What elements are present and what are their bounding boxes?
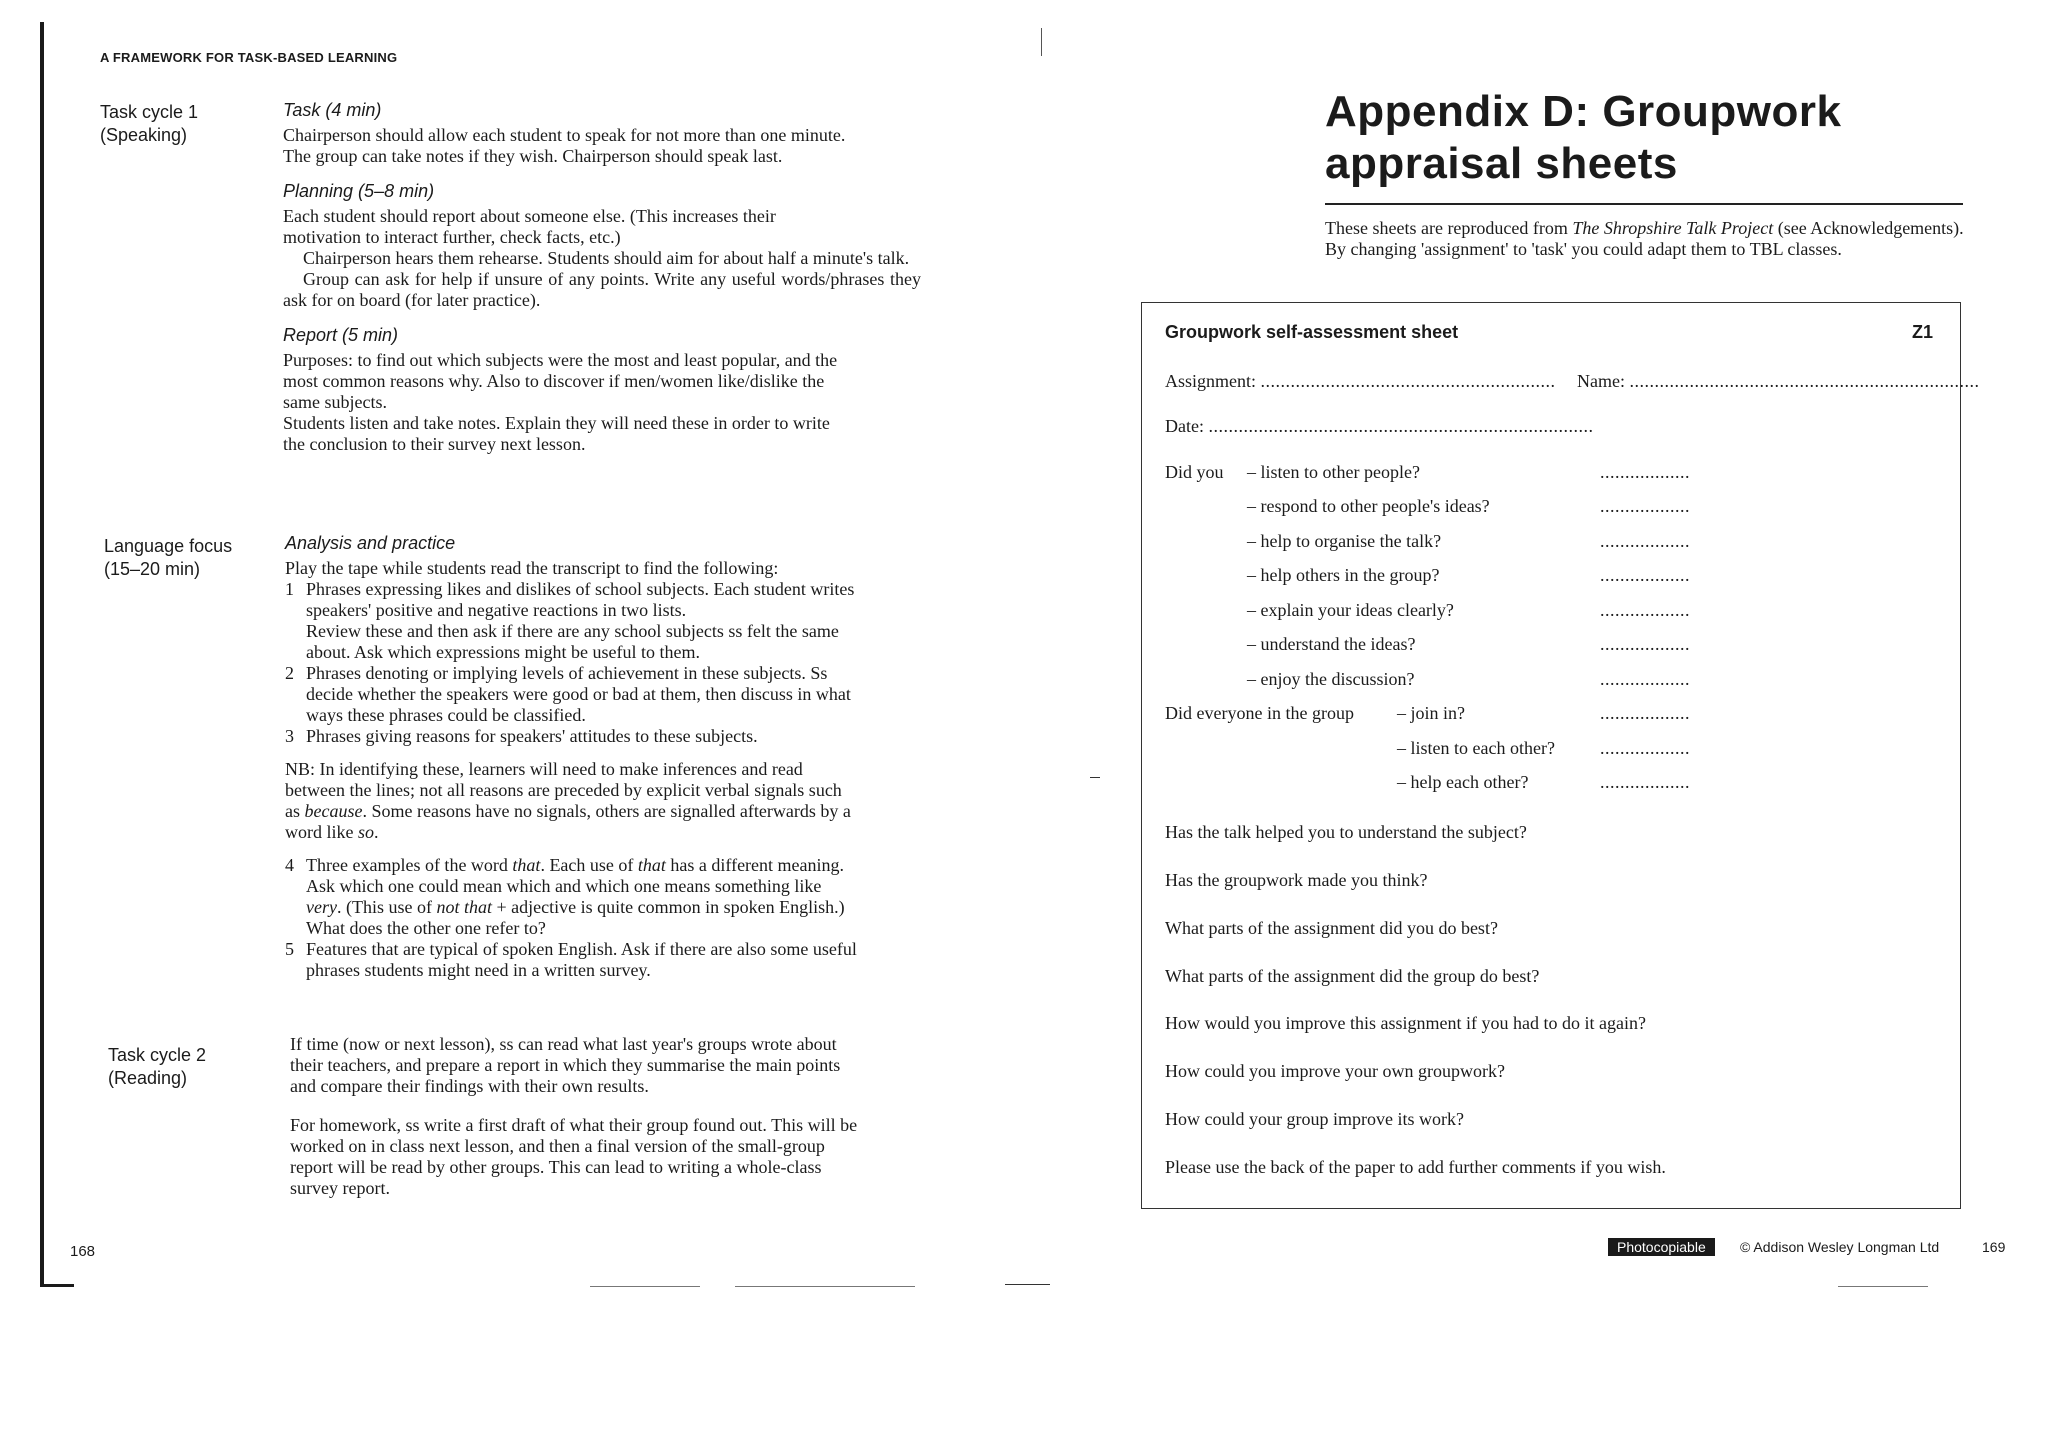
did-you-item: – help others in the group? [1247,565,1440,585]
text-span: . (This use of [336,897,437,917]
text-span: word like [285,822,358,842]
did-you-item: – listen to other people? [1247,462,1420,482]
text-line: Phrases denoting or implying levels of achievement in these subjects. Ss [306,663,828,683]
blank-line[interactable]: ........................................................... [1260,371,1556,391]
list-item [285,726,925,747]
report-heading: Report (5 min) [283,325,399,345]
did-everyone-item: – listen to each other? [1397,738,1555,758]
scan-artifact [735,1286,915,1287]
answer-blank[interactable]: .................. [1600,496,1690,516]
text-emphasis: that [512,855,541,875]
text-line: same subjects. [283,392,387,412]
text-line: their teachers, and prepare a report in which they summarise the main points [290,1055,841,1075]
answer-blank[interactable]: .................. [1600,531,1690,551]
text-line: If time (now or next lesson), ss can read what last year's groups wrote about [290,1034,837,1054]
text-span: + adjective is quite common in spoken English.) [491,897,845,917]
answer-blank[interactable]: .................. [1600,462,1690,482]
text-emphasis: very [306,897,337,917]
text-span: Three examples of the word [306,855,513,875]
text-line: What does the other one refer to? [306,918,546,938]
question-line: Has the groupwork made you think? [1165,870,1428,890]
did-you-item: – respond to other people's ideas? [1247,496,1490,516]
did-everyone-item: – join in? [1397,703,1465,723]
answer-blank[interactable]: .................. [1600,703,1690,723]
did-everyone-item: – help each other? [1397,772,1529,792]
text-paragraph: Chairperson hears them rehearse. Students should aim for about half a minute's talk. [303,248,910,268]
task-cycle-2-section [290,1034,940,1199]
text-line: Phrases expressing likes and dislikes of school subjects. Each student writes [306,579,855,599]
text-line: Chairperson should allow each student to speak for not more than one minute. [283,125,846,145]
text-line: Students listen and take notes. Explain they will need these in order to write [283,413,830,433]
stage-label-line: Language focus [104,536,233,556]
date-field[interactable] [1165,415,1593,437]
form-code: Z1 [1912,322,1934,342]
text-line: speakers' positive and negative reactions in two lists. [306,600,687,620]
text-line: the conclusion to their survey next lesson. [283,434,586,454]
answer-blank[interactable]: .................. [1600,634,1690,654]
spine-mark [1041,28,1042,56]
text-emphasis: so [357,822,374,842]
text-line: between the lines; not all reasons are preceded by explicit verbal signals such [285,780,842,800]
list-item [285,663,925,726]
stage-label-line: Task cycle 1 [100,102,199,122]
stage-label-line: (15–20 min) [104,559,201,579]
form-title: Groupwork self-assessment sheet [1165,322,1459,342]
title-line: appraisal sheets [1325,139,1678,188]
title-line: Appendix D: Groupwork [1325,87,1842,136]
did-you-item: – understand the ideas? [1247,634,1416,654]
stage-label-line: (Reading) [108,1068,188,1088]
question-line: How would you improve this assignment if you had to do it again? [1165,1013,1646,1033]
text-line: For homework, ss write a first draft of what their group found out. This will be [290,1115,858,1135]
text-line [306,855,925,876]
text-paragraph: Group can ask for help if unsure of any points. Write any useful words/phrases they ask for on board (for later practice). [283,269,921,310]
answer-blank[interactable]: .................. [1600,738,1690,758]
text-line: survey report. [290,1178,390,1198]
scan-artifact [1838,1286,1928,1287]
blank-line[interactable]: ............................................................................. [1208,416,1594,436]
question-line: How could your group improve its work? [1165,1109,1464,1129]
did-you-item: – enjoy the discussion? [1247,669,1415,689]
blank-line[interactable]: ...................................................................... [1629,371,1980,391]
field-label: Name: [1577,371,1625,391]
list-number: 2 [285,663,294,683]
page-edge-rule [40,22,44,1287]
text-emphasis: that [637,855,666,875]
stage-label-line: Task cycle 2 [108,1045,207,1065]
answer-blank[interactable]: .................. [1600,772,1690,792]
text-span: . [374,822,379,842]
text-span: (see Acknowledgements). By changing 'assignment' to 'task' you could adapt them to TBL classes. [1325,218,1964,259]
answer-blank[interactable]: .................. [1600,600,1690,620]
list-number: 1 [285,579,294,599]
scan-artifact [590,1286,700,1287]
answer-blank[interactable]: .................. [1600,669,1690,689]
appendix-title [1325,86,1842,190]
planning-block [283,179,923,311]
text-line: Play the tape while students read the transcript to find the following: [285,558,779,578]
task-block [283,98,923,167]
text-line [306,897,925,918]
photocopiable-badge: Photocopiable [1608,1238,1715,1256]
text-line: The group can take notes if they wish. Chairperson should speak last. [283,146,783,166]
question-line: How could you improve your own groupwork? [1165,1061,1505,1081]
planning-heading: Planning (5–8 min) [283,181,435,201]
name-field[interactable] [1577,370,1979,392]
text-line: Ask which one could mean which and which one means something like [306,876,822,896]
question-line: Has the talk helped you to understand the subject? [1165,822,1527,842]
text-line: phrases students might need in a written survey. [306,960,651,980]
text-line: Review these and then ask if there are any school subjects ss felt the same [306,621,839,641]
text-line: Each student should report about someone else. (This increases their [283,206,776,226]
text-span: as [285,801,305,821]
text-line: most common reasons why. Also to discover if men/women like/dislike the [283,371,825,391]
text-line: worked on in class next lesson, and then a final version of the small-group [290,1136,825,1156]
task-heading: Task (4 min) [283,100,382,120]
page-corner-rule [44,1284,74,1287]
text-line: NB: In identifying these, learners will need to make inferences and read [285,759,803,779]
report-block [283,323,923,455]
stage-label-line: (Speaking) [100,125,188,145]
text-line [285,801,925,822]
did-everyone-label: Did everyone in the group [1165,703,1354,723]
analysis-list-continued [285,855,925,981]
running-head: A FRAMEWORK FOR TASK-BASED LEARNING [100,50,398,65]
text-line: motivation to interact further, check facts, etc.) [283,227,621,247]
text-line: Purposes: to find out which subjects were the most and least popular, and the [283,350,838,370]
copyright-notice: © Addison Wesley Longman Ltd [1740,1239,1940,1255]
title-underline [1325,203,1963,205]
list-number: 4 [285,855,294,875]
list-item [285,579,925,663]
did-you-item: – explain your ideas clearly? [1247,600,1454,620]
list-item [285,939,925,981]
did-you-label: Did you [1165,462,1224,482]
analysis-list [285,579,925,747]
text-span: These sheets are reproduced from [1325,218,1573,238]
text-line: Phrases giving reasons for speakers' attitudes to these subjects. [306,726,758,746]
text-line [285,822,925,843]
page-number-left: 168 [70,1243,96,1260]
task-cycle-1-section [283,98,923,467]
assignment-field[interactable] [1165,370,1556,392]
text-emphasis: because [304,801,363,821]
text-line: Features that are typical of spoken English. Ask if there are also some useful [306,939,857,959]
text-emphasis: not that [436,897,492,917]
stage-label-task-cycle-2 [108,1044,206,1090]
stage-label-task-cycle-1 [100,101,198,147]
field-label: Date: [1165,416,1204,436]
text-line: about. Ask which expressions might be useful to them. [306,642,700,662]
text-line: and compare their findings with their own results. [290,1076,649,1096]
text-line: ways these phrases could be classified. [306,705,586,725]
text-span: . Some reasons have no signals, others are signalled afterwards by a [362,801,851,821]
language-focus-section [285,531,925,981]
scan-artifact [1090,777,1100,778]
list-item [285,855,925,939]
did-you-item: – help to organise the talk? [1247,531,1442,551]
answer-blank[interactable]: .................. [1600,565,1690,585]
question-line: Please use the back of the paper to add further comments if you wish. [1165,1157,1666,1177]
text-line: report will be read by other groups. This can lead to writing a whole-class [290,1157,822,1177]
field-label: Assignment: [1165,371,1257,391]
list-number: 5 [285,939,294,959]
page-number-right: 169 [1982,1239,2006,1255]
list-number: 3 [285,726,294,746]
text-emphasis: The Shropshire Talk Project [1572,218,1774,238]
question-line: What parts of the assignment did the group do best? [1165,966,1540,986]
stage-label-language-focus [104,535,232,581]
text-line: decide whether the speakers were good or bad at them, then discuss in what [306,684,851,704]
question-line: What parts of the assignment did you do best? [1165,918,1498,938]
analysis-heading: Analysis and practice [285,533,456,553]
scan-artifact [1005,1284,1050,1285]
intro-paragraph [1325,218,1965,260]
text-span: . Each use of [540,855,638,875]
text-span: has a different meaning. [665,855,845,875]
